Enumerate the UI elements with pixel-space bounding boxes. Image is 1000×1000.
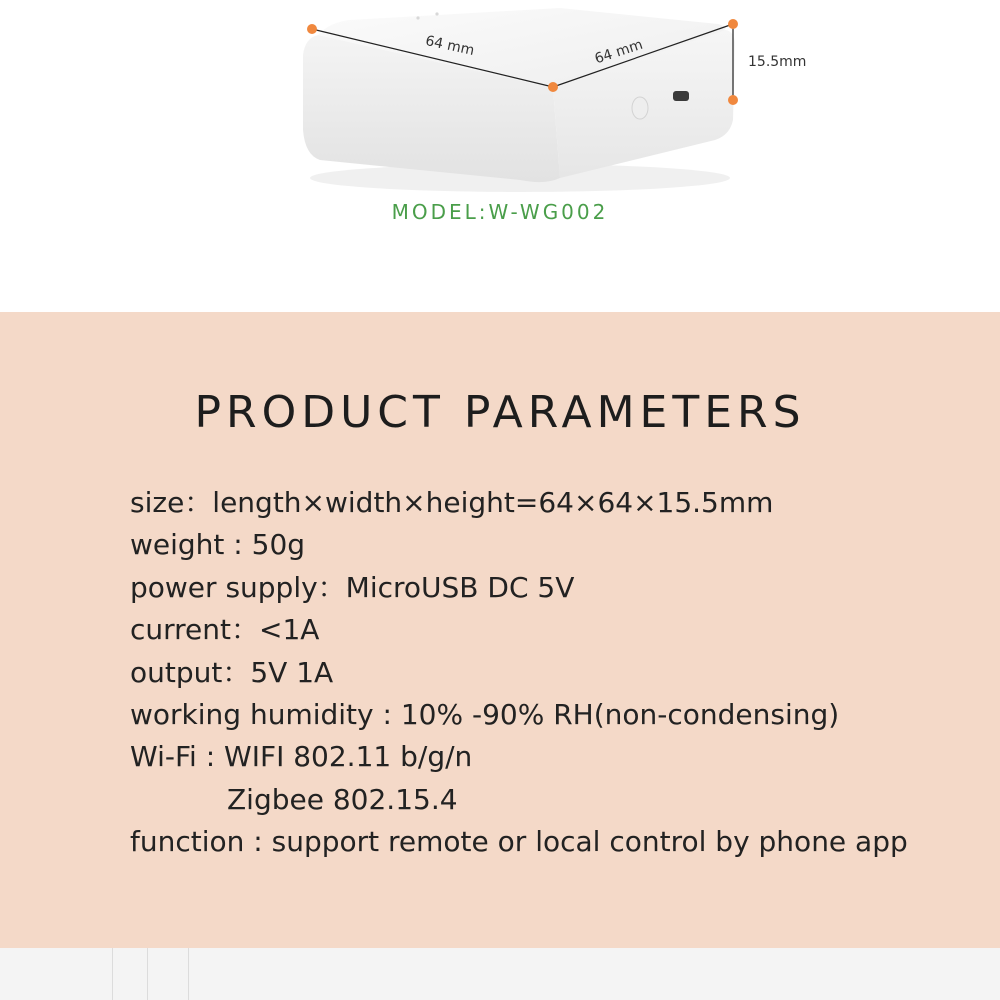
divider — [188, 948, 189, 1000]
divider — [147, 948, 148, 1000]
micro-usb-port-graphic — [673, 91, 689, 101]
reset-button-graphic — [632, 97, 648, 119]
spec-zigbee: Zigbee 802.15.4 — [227, 782, 458, 816]
spec-size: size：length×width×height=64×64×15.5mm — [130, 486, 774, 519]
width-dimension-label: 64 mm — [592, 36, 645, 68]
spec-output: output：5V 1A — [130, 655, 334, 689]
parameters-panel — [0, 312, 1000, 948]
spec-working-humidity: working humidity : 10% -90% RH(non-condensing) — [130, 697, 840, 731]
spec-wifi: Wi-Fi : WIFI 802.11 b/g/n — [130, 740, 473, 774]
spec-current: current：<1A — [130, 613, 320, 647]
length-dimension-label: 64 mm — [423, 33, 476, 59]
spec-list — [130, 482, 908, 864]
divider — [112, 948, 113, 1000]
model-number: MODEL:W-WG002 — [391, 200, 609, 224]
spec-power-supply: power supply：MicroUSB DC 5V — [130, 570, 575, 604]
hub-device-illustration — [0, 0, 1000, 312]
dimension-marker — [728, 19, 738, 29]
product-image-section — [0, 0, 1000, 312]
dimension-marker — [728, 95, 738, 105]
spec-weight: weight : 50g — [130, 528, 306, 562]
dimension-marker — [548, 82, 558, 92]
next-section-strip — [0, 948, 1000, 1000]
dimension-marker — [307, 24, 317, 34]
spec-function: function : support remote or local control by phone app — [130, 825, 908, 859]
height-dimension-label: 15.5mm — [748, 54, 807, 70]
page-title: PRODUCT PARAMETERS — [194, 387, 806, 438]
